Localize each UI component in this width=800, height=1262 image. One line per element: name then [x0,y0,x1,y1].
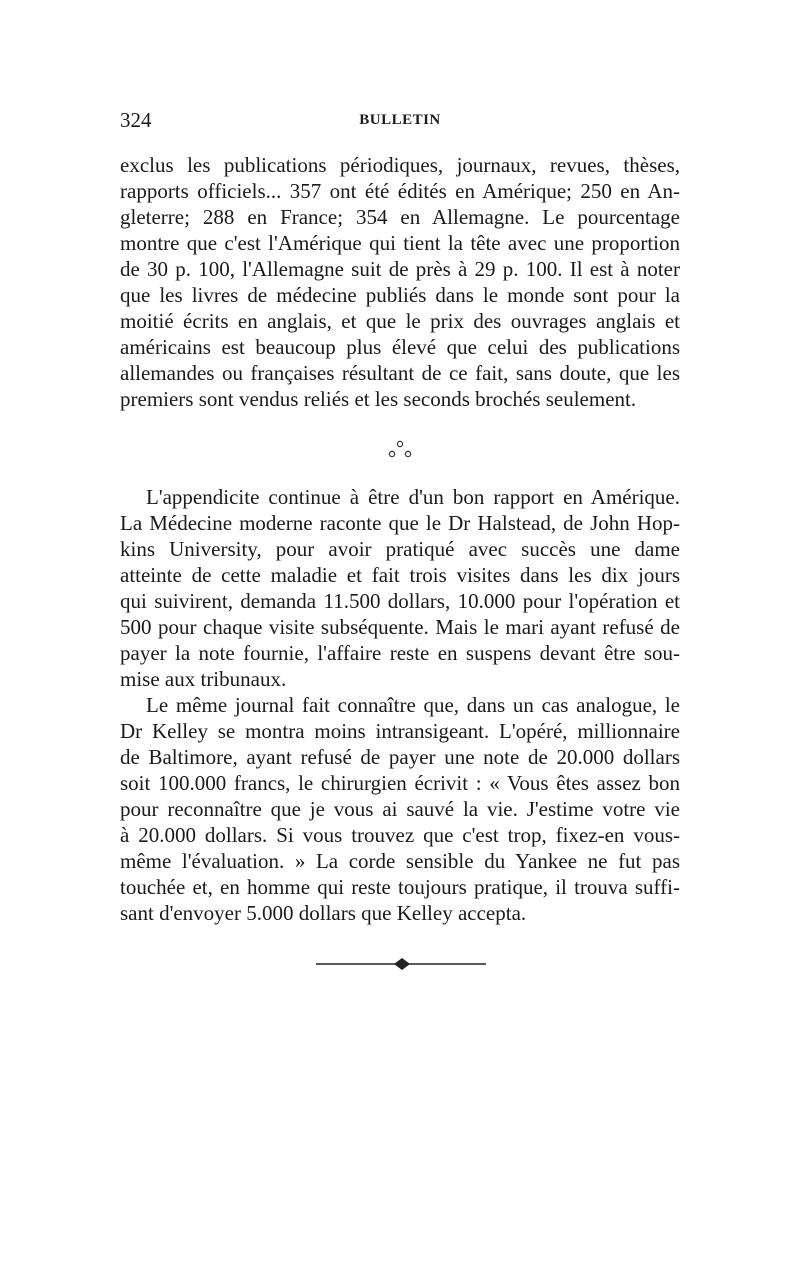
text-line: rapports officiels... 357 ont été édités en Amérique; 250 en An- [120,179,680,203]
text-line: exclus les publications périodiques, journaux, revues, thèses, [120,153,680,177]
text-line: moitié écrits en anglais, et que le prix des ouvrages anglais et [120,309,680,333]
text-line: sant d'envoyer 5.000 dollars que Kelley accepta. [120,901,527,925]
text-line: de 30 p. 100, l'Allemagne suit de près à 29 p. 100. Il est à noter [120,257,680,281]
text-line: que les livres de médecine publiés dans le monde sont pour la [120,283,680,307]
text-line: premiers sont vendus reliés et les seconds brochés seulement. [120,387,637,411]
text-line: atteinte de cette maladie et fait trois visites dans les dix jours [120,563,680,587]
text-line: Dr Kelley se montra moins intransigeant. L'opéré, millionnaire [120,719,680,743]
text-line: qui suivirent, demanda 11.500 dollars, 10.000 pour l'opération et [120,589,680,613]
text-line: gleterre; 288 en France; 354 en Allemagne. Le pourcentage [120,205,680,229]
text-line: américains est beaucoup plus élevé que celui des publications [120,335,680,359]
text-line: kins University, pour avoir pratiqué avec succès une dame [120,537,680,561]
text-line: touchée et, en homme qui reste toujours pratique, il trouva suffi- [120,875,680,899]
text-line: pour reconnaître que je vous ai sauvé la vie. J'estime votre vie [120,797,680,821]
text-line: 500 pour chaque visite subséquente. Mais le mari ayant refusé de [120,615,680,639]
text-line: de Baltimore, ayant refusé de payer une note de 20.000 dollars [120,745,680,769]
text-line: payer la note fournie, l'affaire reste en suspens devant être sou- [120,641,680,665]
text-line: allemandes ou françaises résultant de ce fait, sans doute, que les [120,361,680,385]
text-line: La Médecine moderne raconte que le Dr Halstead, de John Hop- [120,511,680,535]
section-break-ornament [380,437,420,467]
running-title: BULLETIN [359,112,441,128]
page-number: 324 [120,108,152,132]
text-line: montre que c'est l'Amérique qui tient la tête avec une proportion [120,231,680,255]
text-line: Le même journal fait connaître que, dans un cas analogue, le [146,693,680,717]
page-header [120,108,680,144]
text-line: même l'évaluation. » La corde sensible du Yankee ne fut pas [120,849,680,873]
text-line: soit 100.000 francs, le chirurgien écrivit : « Vous êtes assez bon [120,771,680,795]
text-line: mise aux tribunaux. [120,667,287,691]
text-line: à 20.000 dollars. Si vous trouvez que c'est trop, fixez-en vous- [120,823,680,847]
end-rule-ornament [316,952,486,976]
text-line: L'appendicite continue à être d'un bon rapport en Amérique. [146,485,680,509]
